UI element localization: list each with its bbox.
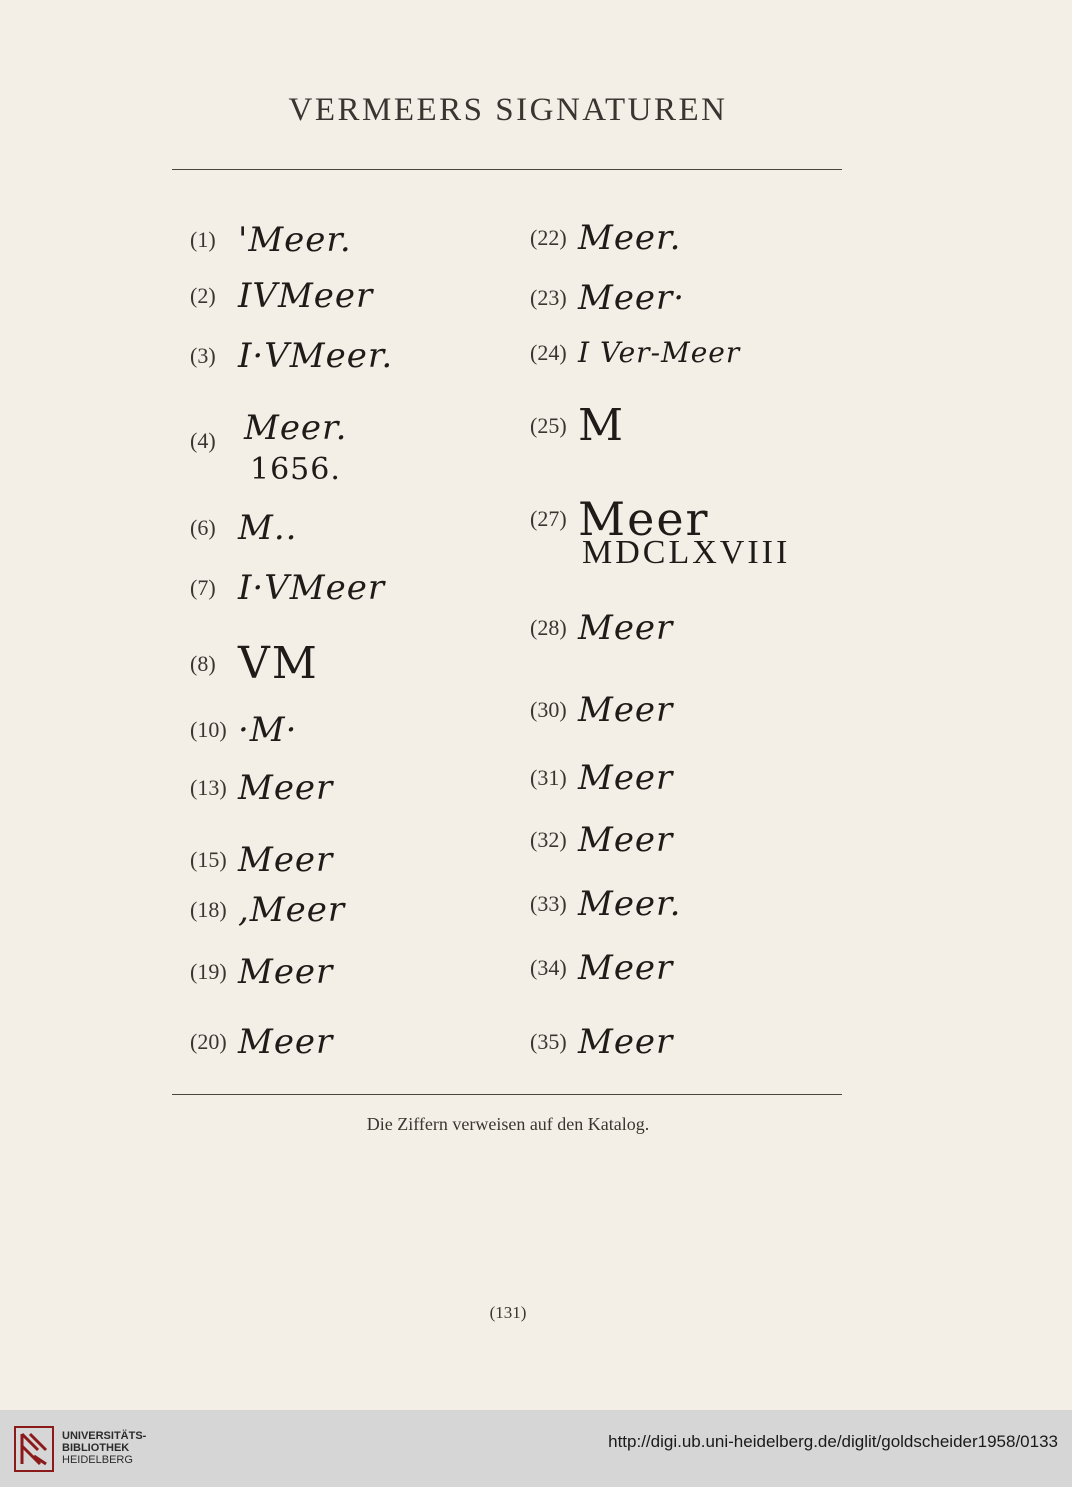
signature-entry [530, 400, 625, 451]
catalog-number: (33) [530, 891, 567, 916]
bottom-divider [172, 1094, 842, 1095]
library-name-line: HEIDELBERG [62, 1454, 133, 1466]
catalog-number: (15) [190, 847, 227, 872]
signature-entry [190, 336, 393, 376]
signature: ·M· [238, 710, 298, 750]
signature: 'Meer. [238, 220, 352, 260]
catalog-number: (13) [190, 775, 227, 800]
signature: Meer. [244, 408, 348, 448]
signature-entry [530, 218, 681, 258]
signature: Meer [238, 952, 334, 992]
signature: Meer· [578, 278, 686, 318]
signature-entry [530, 1022, 673, 1062]
catalog-number: (25) [530, 412, 567, 438]
signature-entry [190, 710, 297, 750]
catalog-number: (28) [530, 615, 567, 640]
catalog-number: (34) [530, 955, 567, 980]
permalink-url[interactable]: http://digi.ub.uni-heidelberg.de/diglit/goldscheider1958/0133 [608, 1432, 1058, 1451]
signature-entry [190, 220, 352, 260]
signature: Meer [238, 840, 334, 880]
signature-date-roman: MDCLXVIII [582, 534, 791, 571]
signature: IVMeer [238, 276, 374, 316]
signature-entry [530, 948, 673, 988]
catalog-number: (18) [190, 897, 227, 922]
signature-entry [190, 276, 373, 316]
signature: Meer [238, 1022, 334, 1062]
signature: M.. [238, 508, 298, 548]
signature: Meer. [578, 218, 682, 258]
catalog-number: (10) [190, 717, 227, 742]
catalog-number: (24) [530, 339, 567, 365]
signature-entry [530, 336, 740, 369]
caption: Die Ziffern verweisen auf den Katalog. [366, 1114, 650, 1134]
signature-date: 1656. [250, 452, 341, 487]
catalog-number: (30) [530, 697, 567, 722]
signature-entry [190, 568, 385, 608]
catalog-number: (8) [190, 650, 216, 676]
catalog-number: (7) [190, 575, 216, 600]
catalog-number: (19) [190, 959, 227, 984]
signature-entry [530, 884, 681, 924]
signature: Meer [578, 1022, 674, 1062]
signature-entry [530, 690, 673, 730]
signature-entry [190, 638, 319, 689]
signature-entry [190, 508, 297, 548]
page-number: (131) [489, 1303, 527, 1322]
signature: I·VMeer [238, 568, 386, 608]
signature: ,Meer [238, 890, 346, 930]
catalog-number: (6) [190, 515, 216, 540]
signature-entry [190, 428, 232, 454]
catalog-number: (1) [190, 227, 216, 252]
signature-entry [190, 952, 333, 992]
signature-entry [530, 608, 673, 648]
signature: Meer. [578, 884, 682, 924]
library-name-line: UNIVERSITÄTS- [62, 1430, 147, 1442]
catalog-number: (20) [190, 1029, 227, 1054]
catalog-number: (22) [530, 225, 567, 250]
signature-entry [190, 890, 345, 930]
signature: Meer [578, 608, 674, 648]
catalog-number: (27) [530, 506, 567, 531]
signature-entry [530, 278, 685, 318]
library-name [62, 1430, 146, 1466]
signature: I·VMeer. [238, 336, 394, 376]
catalog-number: (31) [530, 765, 567, 790]
footer-bar [0, 1410, 1072, 1487]
page-title: VERMEERS SIGNATUREN [288, 92, 728, 128]
signature: Meer [578, 948, 674, 988]
catalog-number: (4) [190, 428, 216, 453]
catalog-number: (23) [530, 285, 567, 310]
signature: Meer [578, 820, 674, 860]
signature: Meer [578, 492, 710, 546]
signature: Meer [578, 758, 674, 798]
signature: VM [238, 638, 319, 689]
signature-entry [190, 768, 333, 808]
catalog-number: (35) [530, 1029, 567, 1054]
top-divider [172, 169, 842, 170]
catalog-number: (32) [530, 827, 567, 852]
catalog-number: (2) [190, 283, 216, 308]
signature: I Ver-Meer [578, 336, 741, 369]
signature-entry [190, 840, 333, 880]
library-name-line: BIBLIOTHEK [62, 1442, 130, 1454]
signature: Meer [238, 768, 334, 808]
signature: M [578, 400, 626, 451]
signature: Meer [578, 690, 674, 730]
signature-entry [530, 758, 673, 798]
signature-entry [190, 1022, 333, 1062]
signature-entry [530, 820, 673, 860]
catalog-number: (3) [190, 343, 216, 368]
library-logo-icon [14, 1426, 54, 1472]
